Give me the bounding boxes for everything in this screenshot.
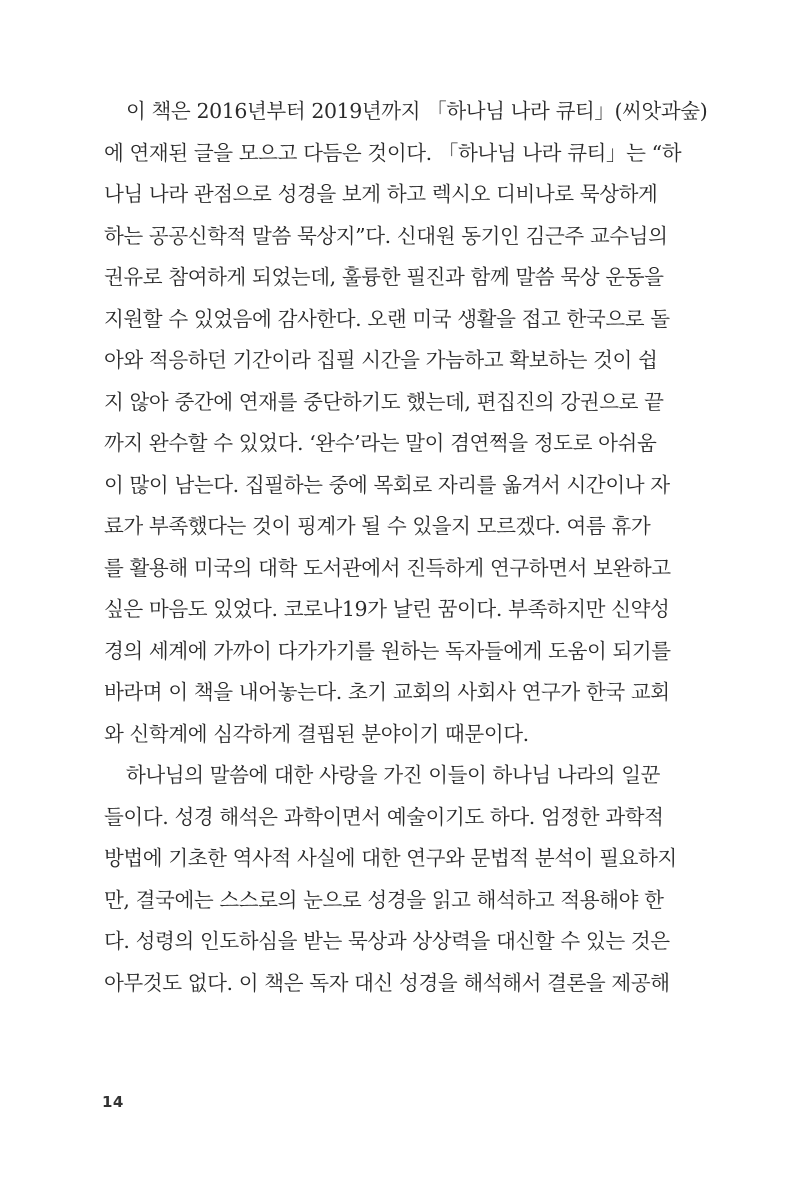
text-line: 에 연재된 글을 모으고 다듬은 것이다. 「하나님 나라 큐티」는 “하 — [104, 140, 682, 165]
text-line: 방법에 기초한 역사적 사실에 대한 연구와 문법적 분석이 필요하지 — [104, 846, 677, 870]
page-body — [104, 91, 708, 1004]
text-line: 이 책은 2016년부터 2019년까지 「하나님 나라 큐티」(씨앗과숲) — [126, 99, 708, 123]
text-line: 하나님의 말씀에 대한 사랑을 가진 이들이 하나님 나라의 일꾼 — [126, 763, 661, 787]
text-line: 하는 공공신학적 말씀 묵상지”다. 신대원 동기인 김근주 교수님의 — [104, 223, 668, 248]
text-line: 바라며 이 책을 내어놓는다. 초기 교회의 사회사 연구가 한국 교회 — [104, 680, 670, 704]
text-line: 와 신학계에 심각하게 결핍된 분야이기 때문이다. — [104, 721, 529, 746]
text-line: 들이다. 성경 해석은 과학이면서 예술이기도 하다. 엄정한 과학적 — [104, 804, 664, 829]
text-line: 싶은 마음도 있었다. 코로나19가 날린 꿈이다. 부족하지만 신약성 — [104, 597, 670, 621]
text-line: 를 활용해 미국의 대학 도서관에서 진득하게 연구하면서 보완하고 — [104, 555, 671, 580]
text-line: 료가 부족했다는 것이 핑계가 될 수 있을지 모르겠다. 여름 휴가 — [104, 514, 651, 538]
text-line: 아무것도 없다. 이 책은 독자 대신 성경을 해석해서 결론을 제공해 — [104, 970, 670, 995]
page-number: 14 — [102, 1093, 124, 1111]
text-line: 이 많이 남는다. 집필하는 중에 목회로 자리를 옮겨서 시간이나 자 — [104, 472, 670, 497]
text-line: 지원할 수 있었음에 감사한다. 오랜 미국 생활을 접고 한국으로 돌 — [104, 306, 670, 331]
text-line: 지 않아 중간에 연재를 중단하기도 했는데, 편집진의 강권으로 끝 — [104, 389, 664, 414]
text-line: 아와 적응하던 기간이라 집필 시간을 가늠하고 확보하는 것이 쉽 — [104, 348, 658, 372]
text-line: 나님 나라 관점으로 성경을 보게 하고 렉시오 디비나로 묵상하게 — [104, 182, 658, 206]
paragraph-2 — [104, 755, 677, 1004]
text-line: 권유로 참여하게 되었는데, 훌륭한 필진과 함께 말씀 묵상 운동을 — [104, 265, 664, 289]
text-line: 다. 성령의 인도하심을 받는 묵상과 상상력을 대신할 수 있는 것은 — [104, 929, 670, 953]
paragraph-1 — [104, 91, 708, 755]
text-line: 만, 결국에는 스스로의 눈으로 성경을 읽고 해석하고 적용해야 한 — [104, 887, 664, 912]
text-line: 경의 세계에 가까이 다가가기를 원하는 독자들에게 도움이 되기를 — [104, 638, 671, 663]
text-line: 까지 완수할 수 있었다. ‘완수’라는 말이 겸연쩍을 정도로 아쉬움 — [104, 431, 657, 455]
